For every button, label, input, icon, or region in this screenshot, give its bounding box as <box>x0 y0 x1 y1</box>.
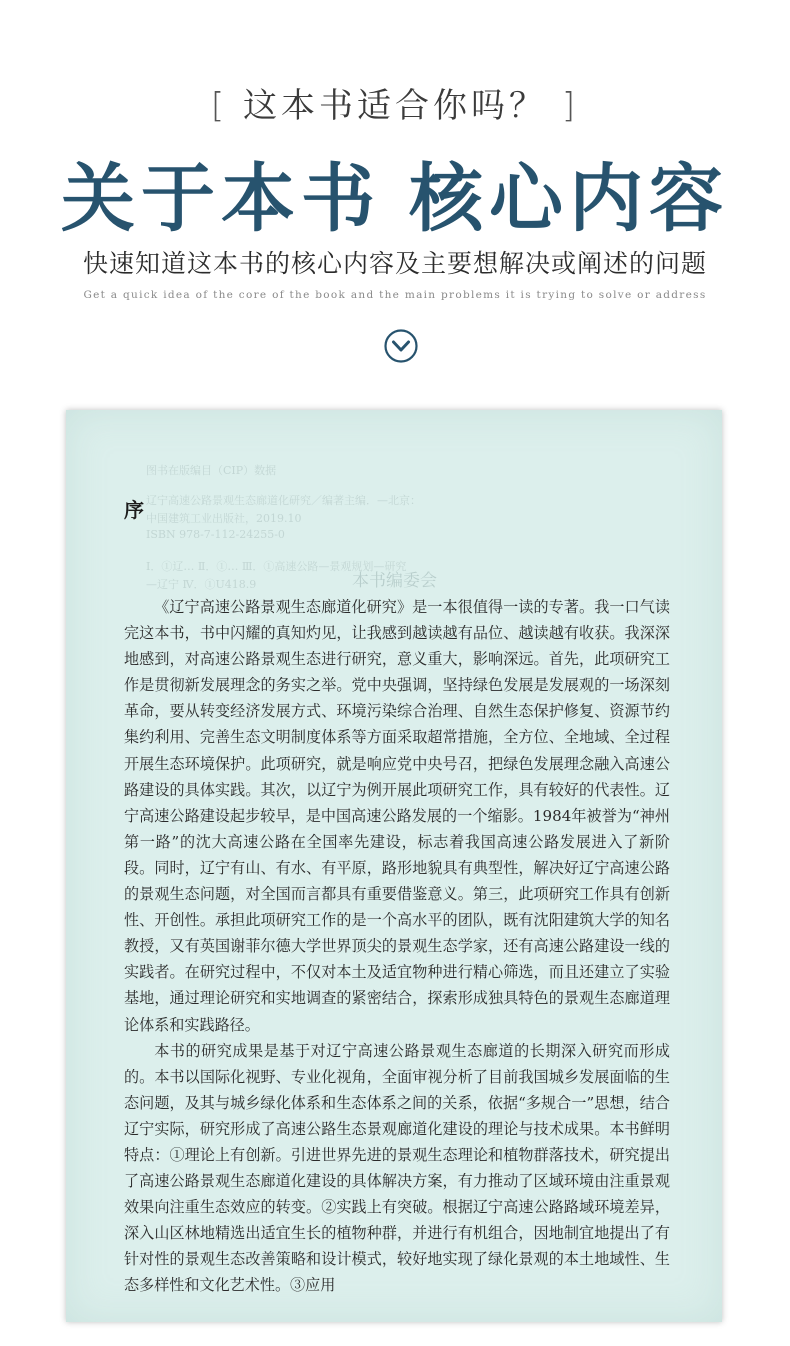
bleed-through-line: 辽宁高速公路景观生态廊道化研究／编著主编．—北京： <box>146 494 421 507</box>
subtitle-english: Get a quick idea of the core of the book and the main problems it is trying to solve or address <box>83 289 707 301</box>
subtitle: 快速知道这本书的核心内容及主要想解决或阐述的问题 <box>82 249 707 278</box>
title-right: 核心内容 <box>409 156 729 242</box>
paragraph: 《辽宁高速公路景观生态廊道化研究》是一本很值得一读的专著。我一口气读完这本书，书中闪耀的真知灼见，让我感到越读越有品位、越读越有收获。我深深地感到，对高速公路景观生态进行研究，意义重大，影响深远。首先，此项研究工作是贯彻新发展理念的务实之举。党中央强调，坚持绿色发展是发展观的一场深刻革命，要从转变经济发展方式、环境污染综合治理、自然生态保护修复、资源节约集约利用、完善生态文明制度体系等方面采取超常措施，全方位、全地域、全过程开展生态环境保护。此项研究，就是响应党中央号召，把绿色发展理念融入高速公路建设的具体实践。其次，以辽宁为例开展此项研究工作，具有较好的代表性。辽宁高速公路建设起步较早，是中国高速公路发展的一个缩影。1984年被誉为“神州第一路”的沈大高速公路在全国率先建设，标志着我国高速公路发展进入了新阶段。同时，辽宁有山、有水、有平原，路形地貌具有典型性，解决好辽宁高速公路的景观生态问题，对全国而言都具有重要借鉴意义。第三，此项研究工作具有创新性、开创性。承担此项研究工作的是一个高水平的团队，既有沈阳建筑大学的知名教授，又有英国谢菲尔德大学世界顶尖的景观生态学家，还有高速公路建设一线的实践者。在研究过程中，不仅对本土及适宜物种进行精心筛选，而且还建立了实验基地，通过理论研究和实地调查的紧密结合，探索形成独具特色的景观生态廊道理论体系和实践路径。 <box>124 598 670 1034</box>
paragraph: 本书的研究成果是基于对辽宁高速公路景观生态廊道的长期深入研究而形成的。本书以国际化视野、专业化视角，全面审视分析了目前我国城乡发展面临的生态问题，及其与城乡绿化体系和生态体系之间的关系，依据“多规合一”思想，结合辽宁实际，研究形成了高速公路生态景观廊道化建设的理论与技术成果。本书鲜明特点：①理论上有创新。引进世界先进的景观生态理论和植物群落技术，研究提出了高速公路景观生态廊道化建设的具体解决方案，有力推动了区域环境由注重景观效果向注重生态效应的转变。②实践上有突破。根据辽宁高速公路路域环境差异，深入山区林地精选出适宜生长的植物种群，并进行有机组合，因地制宜地提出了有针对性的景观生态改善策略和设计模式，较好地实现了绿化景观的本土地域性、生态多样性和文化艺术性。③应用 <box>124 1041 670 1295</box>
chevron-down-circle-icon <box>383 328 419 364</box>
page-heading: 序 <box>124 498 144 522</box>
bleed-through-line: Ⅰ．①辽… Ⅱ．①… Ⅲ．①高速公路—景观规划—研究 <box>146 560 407 573</box>
kicker-open-bracket: [ <box>210 86 229 126</box>
bleed-through-title: 本书编委会 <box>352 571 437 591</box>
main-title <box>0 140 790 246</box>
kicker-close-bracket: ] <box>561 86 580 126</box>
bleed-through-line: —辽宁 Ⅳ．①U418.9 <box>146 578 257 591</box>
page-body <box>124 594 670 1299</box>
header <box>0 0 790 400</box>
title-left: 关于本书 <box>61 156 381 242</box>
bleed-through-line: 图书在版编目（CIP）数据 <box>146 464 277 477</box>
bleed-through-line: 中国建筑工业出版社，2019.10 <box>146 512 302 525</box>
book-page-scan <box>66 410 722 1322</box>
bleed-through-line: ISBN 978-7-112-24255-0 <box>146 528 285 541</box>
kicker-text: 这本书适合你吗？ <box>243 86 547 126</box>
kicker <box>0 78 790 127</box>
